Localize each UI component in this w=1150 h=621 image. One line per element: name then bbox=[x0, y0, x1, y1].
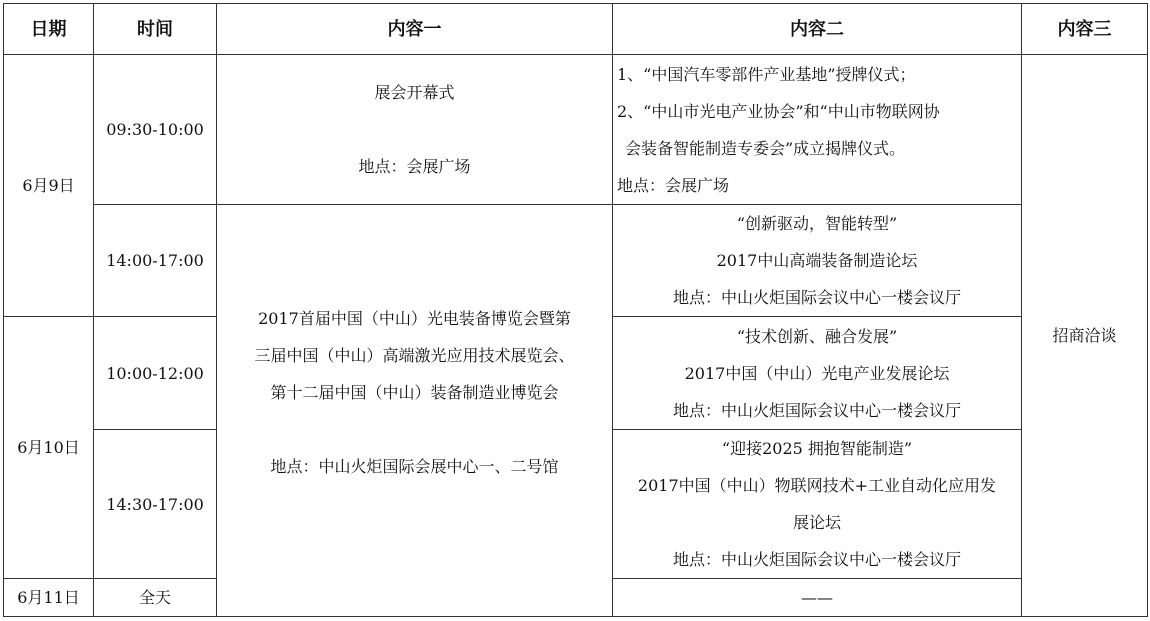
forum-line: 地点：中山火炬国际会议中心一楼会议厅 bbox=[672, 400, 961, 420]
header-row bbox=[4, 4, 1148, 55]
expo-place: 地点：中山火炬国际会展中心一、二号馆 bbox=[270, 456, 559, 476]
ceremony-line: 会装备智能制造专委会”成立揭牌仪式。 bbox=[625, 138, 906, 158]
expo-line: 三届中国（中山）高端激光应用技术展览会、 bbox=[254, 345, 575, 365]
opening-title: 展会开幕式 bbox=[374, 83, 455, 102]
table-row bbox=[4, 205, 1148, 317]
date-cell: 6月9日 bbox=[4, 55, 94, 317]
forum-cell bbox=[613, 430, 1022, 579]
ceremony-line: 1、“中国汽车零部件产业基地”授牌仪式； bbox=[617, 64, 916, 84]
ceremony-details-cell bbox=[613, 55, 1022, 205]
forum-line: 地点：中山火炬国际会议中心一楼会议厅 bbox=[672, 550, 961, 569]
forum-line: “迎接2025 拥抱智能制造” bbox=[721, 439, 913, 458]
forum-line: 地点：中山火炬国际会议中心一楼会议厅 bbox=[672, 288, 961, 307]
forum-line: 2017中国（中山）光电产业发展论坛 bbox=[684, 363, 950, 383]
time-cell: 10:00-12:00 bbox=[94, 317, 217, 430]
schedule-table bbox=[3, 3, 1148, 617]
time-cell: 09:30-10:00 bbox=[94, 55, 217, 205]
table-row bbox=[4, 55, 1148, 205]
ceremony-line: 2、“中山市光电产业协会”和“中山市物联网协 bbox=[617, 101, 940, 121]
forum-line: 2017中山高端装备制造论坛 bbox=[716, 251, 918, 270]
expo-line: 2017首届中国（中山）光电装备博览会暨第 bbox=[258, 308, 571, 328]
expo-cell bbox=[217, 205, 613, 617]
header-content-1: 内容一 bbox=[217, 4, 613, 55]
time-cell: 14:30-17:00 bbox=[94, 430, 217, 579]
forum-cell bbox=[613, 205, 1022, 317]
date-cell: 6月11日 bbox=[4, 579, 94, 617]
header-content-3: 内容三 bbox=[1022, 4, 1148, 55]
forum-line: 2017中国（中山）物联网技术+工业自动化应用发 bbox=[637, 476, 997, 495]
content-3-cell: 招商洽谈 bbox=[1022, 55, 1148, 617]
date-cell: 6月10日 bbox=[4, 317, 94, 579]
expo-line: 第十二届中国（中山）装备制造业博览会 bbox=[270, 382, 559, 402]
forum-line: “技术创新、融合发展” bbox=[736, 326, 898, 346]
time-cell: 14:00-17:00 bbox=[94, 205, 217, 317]
header-date: 日期 bbox=[4, 4, 94, 55]
ceremony-line: 地点：会展广场 bbox=[617, 175, 730, 195]
header-content-2: 内容二 bbox=[613, 4, 1022, 55]
forum-line: “创新驱动，智能转型” bbox=[736, 214, 898, 233]
time-cell: 全天 bbox=[94, 579, 217, 617]
empty-dash-cell: —— bbox=[613, 579, 1022, 617]
opening-place: 地点：会展广场 bbox=[358, 157, 471, 176]
forum-cell bbox=[613, 317, 1022, 430]
header-time: 时间 bbox=[94, 4, 217, 55]
forum-line: 展论坛 bbox=[792, 513, 841, 532]
opening-ceremony-cell bbox=[217, 55, 613, 205]
